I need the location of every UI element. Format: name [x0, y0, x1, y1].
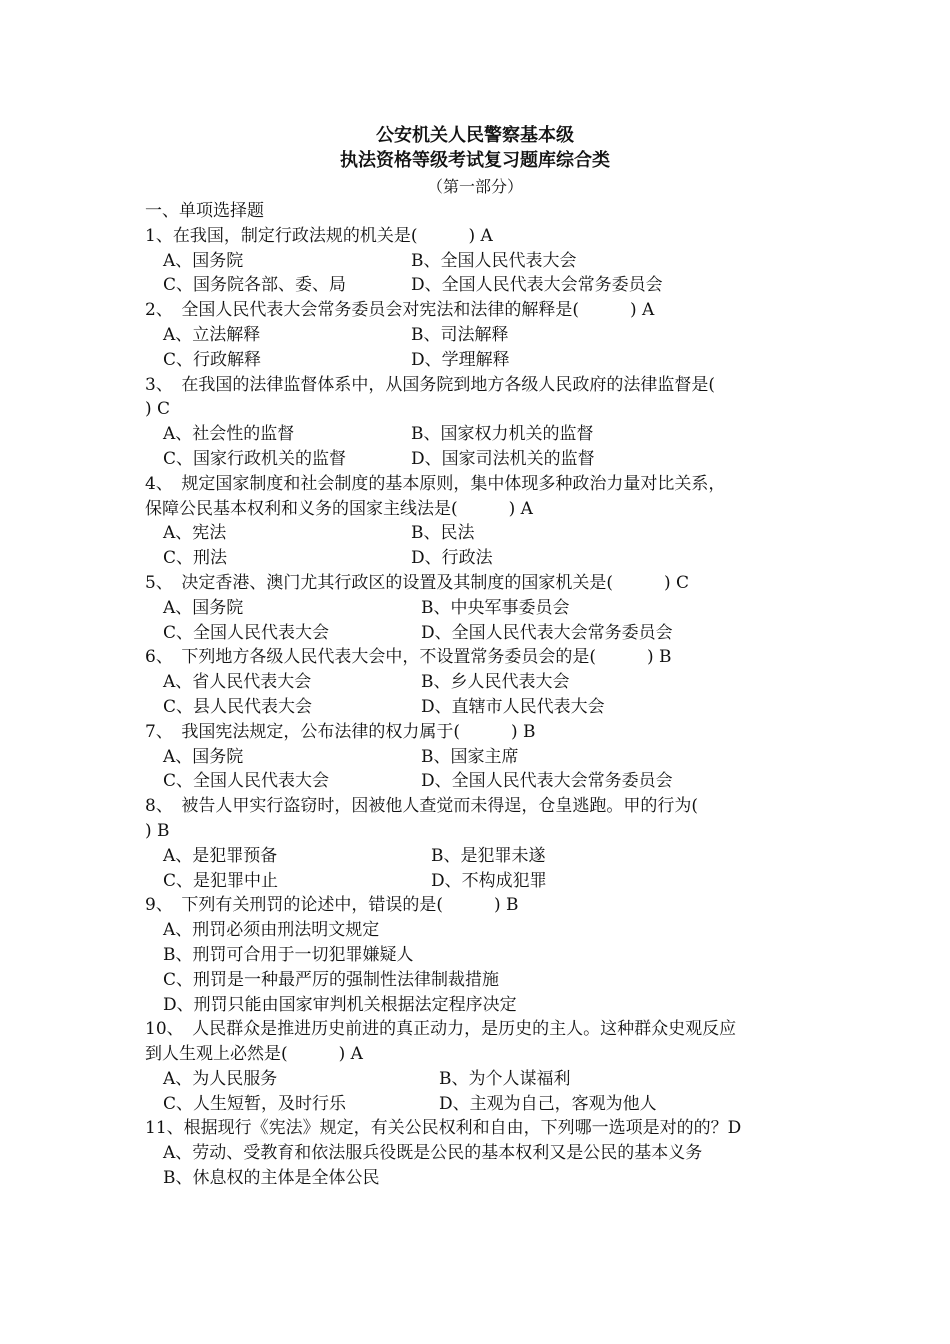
- question-4-stem-continued: 保障公民基本权利和义务的国家主线法是( ) A: [145, 498, 533, 519]
- question-5-stem: 5、 决定香港、澳门尤其行政区的设置及其制度的国家机关是( ) C: [145, 572, 689, 593]
- question-8-options-row-2: [145, 869, 815, 894]
- option-d: D、国家司法机关的监督: [411, 448, 595, 469]
- question-1-stem: 1、在我国，制定行政法规的机关是( ) A: [145, 225, 493, 246]
- document-title-line-2: 执法资格等级考试复习题库综合类: [340, 150, 610, 171]
- option-b: B、为个人谋福利: [439, 1068, 571, 1089]
- option-d: D、主观为自己，客观为他人: [439, 1093, 657, 1114]
- option-c: C、人生短暂，及时行乐: [163, 1093, 347, 1114]
- option-d: D、学理解释: [411, 349, 510, 370]
- option-d: D、全国人民代表大会常务委员会: [421, 622, 673, 643]
- option-c: C、国家行政机关的监督: [163, 448, 347, 469]
- question-11-stem: 11、根据现行《宪法》规定，有关公民权利和自由，下列哪一选项是对的的？D: [145, 1118, 742, 1139]
- option-b: B、是犯罪未遂: [431, 845, 546, 866]
- option-b: B、休息权的主体是全体公民: [163, 1168, 380, 1189]
- question-4-options-row-2: [145, 546, 815, 571]
- option-a: A、是犯罪预备: [163, 845, 278, 866]
- option-d: D、全国人民代表大会常务委员会: [411, 275, 663, 296]
- question-10-stem: 10、 人民群众是推进历史前进的真正动力，是历史的主人。这种群众史观反应: [145, 1019, 737, 1040]
- option-a: A、社会性的监督: [163, 424, 295, 445]
- option-b: B、刑罚可合用于一切犯罪嫌疑人: [163, 944, 414, 965]
- question-3-stem-continued: ) C: [145, 399, 171, 420]
- option-c: C、刑法: [163, 548, 228, 569]
- option-b: B、乡人民代表大会: [421, 672, 570, 693]
- option-d: D、刑罚只能由国家审判机关根据法定程序决定: [163, 994, 517, 1015]
- question-10-options-row-2: [145, 1092, 815, 1117]
- question-7-options-row-2: [145, 769, 815, 794]
- option-c: C、全国人民代表大会: [163, 622, 330, 643]
- section-heading: 一、单项选择题: [145, 201, 264, 221]
- option-a: A、立法解释: [163, 324, 261, 345]
- option-a: A、宪法: [163, 523, 227, 544]
- question-3-options-row-2: [145, 447, 815, 472]
- question-5-options-row-1: [145, 596, 815, 621]
- option-c: C、刑罚是一种最严厉的强制性法律制裁措施: [163, 969, 500, 990]
- question-2-options-row-2: [145, 348, 815, 373]
- question-3-stem: 3、 在我国的法律监督体系中，从国务院到地方各级人民政府的法律监督是(: [145, 374, 715, 395]
- option-d: D、不构成犯罪: [431, 870, 547, 891]
- question-2-options-row-1: [145, 323, 815, 348]
- option-b: B、全国人民代表大会: [411, 250, 577, 271]
- document-part-label: （第一部分）: [426, 177, 523, 196]
- option-b: B、国家主席: [421, 746, 519, 767]
- question-2-stem: 2、 全国人民代表大会常务委员会对宪法和法律的解释是( ) A: [145, 300, 655, 321]
- option-d: D、行政法: [411, 548, 493, 569]
- question-5-options-row-2: [145, 621, 815, 646]
- question-9-stem: 9、 下列有关刑罚的论述中，错误的是( ) B: [145, 895, 519, 916]
- option-a: A、国务院: [163, 746, 244, 767]
- question-3-options-row-1: [145, 422, 815, 447]
- option-b: B、司法解释: [411, 324, 509, 345]
- option-c: C、行政解释: [163, 349, 262, 370]
- question-8-options-row-1: [145, 844, 815, 869]
- option-c: C、县人民代表大会: [163, 696, 313, 717]
- question-6-options-row-1: [145, 670, 815, 695]
- option-a: A、国务院: [163, 250, 244, 271]
- option-a: A、劳动、受教育和依法服兵役既是公民的基本权利又是公民的基本义务: [163, 1143, 703, 1164]
- option-c: C、国务院各部、委、局: [163, 275, 347, 296]
- question-8-stem-continued: ) B: [145, 820, 170, 841]
- document-title-line-1: 公安机关人民警察基本级: [376, 125, 574, 146]
- option-b: B、国家权力机关的监督: [411, 424, 594, 445]
- option-c: C、全国人民代表大会: [163, 771, 330, 792]
- question-7-stem: 7、 我国宪法规定，公布法律的权力属于( ) B: [145, 721, 536, 742]
- question-1-options-row-1: [145, 249, 815, 274]
- question-6-options-row-2: [145, 695, 815, 720]
- option-a: A、国务院: [163, 597, 244, 618]
- option-c: C、是犯罪中止: [163, 870, 279, 891]
- option-a: A、为人民服务: [163, 1068, 278, 1089]
- option-b: B、民法: [411, 523, 475, 544]
- question-8-stem: 8、 被告人甲实行盗窃时，因被他人查觉而未得逞，仓皇逃跑。甲的行为(: [145, 796, 698, 817]
- question-7-options-row-1: [145, 745, 815, 770]
- option-d: D、全国人民代表大会常务委员会: [421, 771, 673, 792]
- question-4-stem: 4、 规定国家制度和社会制度的基本原则，集中体现多种政治力量对比关系，: [145, 473, 726, 494]
- question-6-stem: 6、 下列地方各级人民代表大会中，不设置常务委员会的是( ) B: [145, 647, 672, 668]
- question-10-options-row-1: [145, 1067, 815, 1092]
- option-a: A、省人民代表大会: [163, 672, 312, 693]
- option-d: D、直辖市人民代表大会: [421, 696, 605, 717]
- question-list: [145, 199, 815, 1191]
- option-a: A、刑罚必须由刑法明文规定: [163, 920, 380, 941]
- question-10-stem-continued: 到人生观上必然是( ) A: [145, 1044, 363, 1065]
- option-b: B、中央军事委员会: [421, 597, 570, 618]
- question-4-options-row-1: [145, 521, 815, 546]
- question-1-options-row-2: [145, 273, 815, 298]
